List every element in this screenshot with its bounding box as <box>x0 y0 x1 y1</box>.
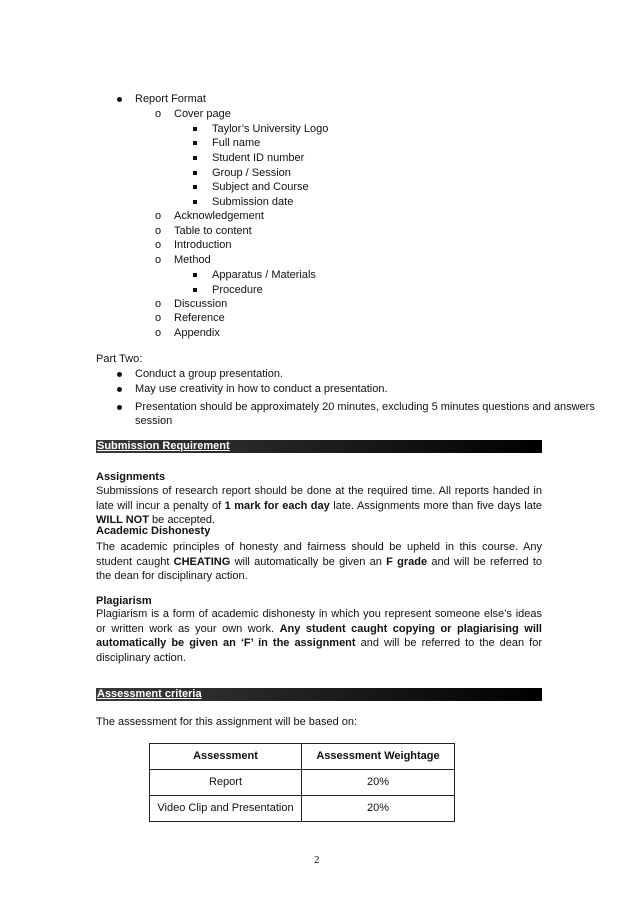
list-item: Discussion <box>174 298 228 310</box>
assignments-paragraph <box>96 484 542 528</box>
list-item: May use creativity in how to conduct a presentation. <box>135 383 388 395</box>
text-span: Plagiarism is a form of academic dishonesty in which you represent someone else’s ideas or written work as your own work. <box>96 608 542 635</box>
table-header-row <box>150 744 455 770</box>
table-row <box>150 770 455 796</box>
plagiarism-paragraph <box>96 607 542 666</box>
list-item: Acknowledgement <box>174 210 264 222</box>
list-item: Reference <box>174 312 225 324</box>
text-span: late. Assignments more than five days late <box>329 499 542 512</box>
square-bullet-icon <box>193 273 197 277</box>
list-item: Submission date <box>212 196 294 208</box>
table-cell: 20% <box>302 796 455 822</box>
part-two-label: Part Two: <box>96 353 143 365</box>
dishonesty-heading: Academic Dishonesty <box>96 525 211 537</box>
bullet-icon <box>117 405 122 410</box>
table-row <box>150 796 455 822</box>
table-cell: Video Clip and Presentation <box>150 796 302 822</box>
list-item: Group / Session <box>212 167 291 179</box>
square-bullet-icon <box>193 171 197 175</box>
list-item: Apparatus / Materials <box>212 269 316 281</box>
text-span: and will be referred to the dean for disciplinary action. <box>96 555 543 583</box>
list-item: Taylor’s University Logo <box>212 123 329 135</box>
list-item: Table to content <box>174 225 252 237</box>
list-item-continuation: session <box>135 415 173 427</box>
bold-span: CHEATING <box>173 555 231 568</box>
square-bullet-icon <box>193 200 197 204</box>
circle-bullet-icon: o <box>155 239 162 251</box>
text-span: be accepted. <box>148 514 216 527</box>
circle-bullet-icon: o <box>155 327 162 339</box>
circle-bullet-icon: o <box>155 298 162 310</box>
plagiarism-heading: Plagiarism <box>96 595 152 607</box>
list-item: Introduction <box>174 239 232 251</box>
list-item: Full name <box>212 137 261 149</box>
bullet-icon <box>117 372 122 377</box>
report-format-label: Report Format <box>135 93 206 105</box>
square-bullet-icon <box>193 288 197 292</box>
section-bar-assessment <box>96 688 542 701</box>
list-item: Appendix <box>174 327 220 339</box>
section-bar-submission <box>96 440 542 453</box>
circle-bullet-icon: o <box>155 312 162 324</box>
list-item: Student ID number <box>212 152 305 164</box>
circle-bullet-icon: o <box>155 108 162 120</box>
list-item: Procedure <box>212 284 263 296</box>
table-cell: 20% <box>302 770 455 796</box>
assessment-intro: The assessment for this assignment will be based on: <box>96 716 358 728</box>
circle-bullet-icon: o <box>155 225 162 237</box>
bold-span: Any student caught copying or plagiarising will automatically be given an ‘F’ in the assignment <box>96 622 542 650</box>
list-item: Presentation should be approximately 20 minutes, excluding 5 minutes questions and answers <box>135 401 595 413</box>
section-title: Submission Requirement <box>97 440 230 452</box>
square-bullet-icon <box>193 141 197 145</box>
assessment-table <box>149 743 455 822</box>
column-header: Assessment Weightage <box>302 744 455 770</box>
square-bullet-icon <box>193 127 197 131</box>
list-item: Method <box>174 254 211 266</box>
cover-page-label: Cover page <box>174 108 231 120</box>
text-span: and will be referred to the dean for disciplinary action. <box>96 637 542 665</box>
dishonesty-paragraph <box>96 540 542 584</box>
square-bullet-icon <box>193 185 197 189</box>
text-span: Submissions of research report should be done at the required time. All reports handed in late will incur a penalty of <box>96 485 542 512</box>
square-bullet-icon <box>193 156 197 160</box>
bullet-icon <box>117 387 122 392</box>
circle-bullet-icon: o <box>155 210 162 222</box>
circle-bullet-icon: o <box>155 254 162 266</box>
text-span: will automatically be given an <box>230 555 387 568</box>
list-item: Conduct a group presentation. <box>135 368 283 380</box>
assignments-heading: Assignments <box>96 471 166 483</box>
bold-span: 1 mark for each day <box>224 499 330 512</box>
section-title: Assessment criteria <box>97 688 202 700</box>
column-header: Assessment <box>150 744 302 770</box>
bold-span: WILL NOT <box>96 514 149 527</box>
page-number: 2 <box>314 854 320 866</box>
bold-span: F grade <box>386 555 428 568</box>
table-cell: Report <box>150 770 302 796</box>
text-span: The academic principles of honesty and fairness should be upheld in this course. Any student caught <box>96 541 542 568</box>
list-item: Subject and Course <box>212 181 309 193</box>
bullet-icon <box>117 97 122 102</box>
